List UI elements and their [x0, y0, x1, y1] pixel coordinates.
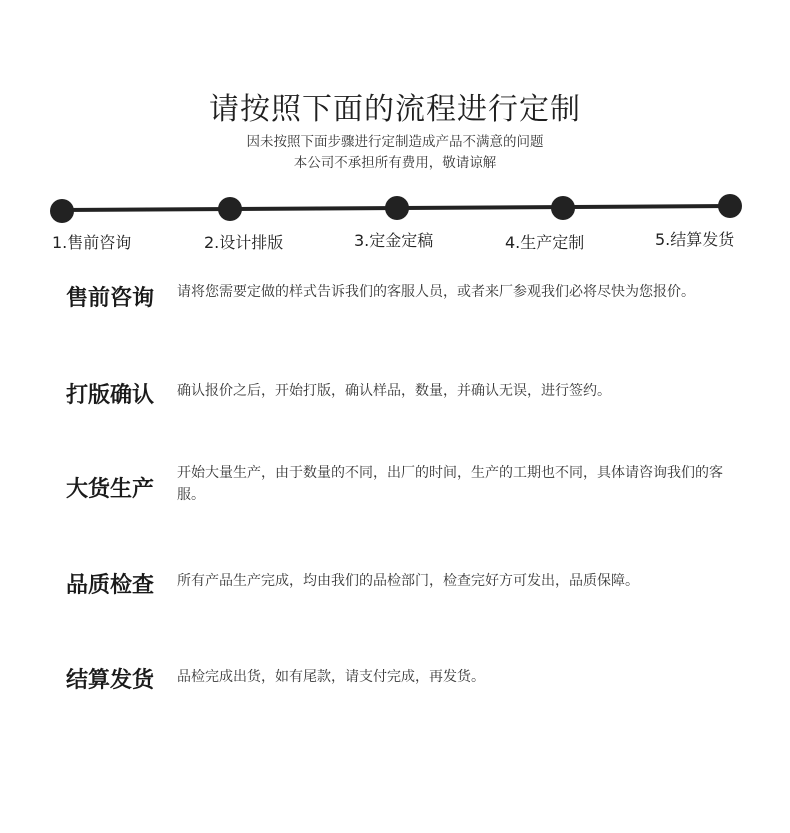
section-text: 开始大量生产，由于数量的不同，出厂的时间，生产的工期也不同，具体请咨询我们的客服。	[177, 465, 723, 503]
section-heading: 结算发货	[66, 668, 155, 693]
section-text: 确认报价之后，开始打版，确认样品，数量，并确认无误，进行签约。	[177, 383, 611, 399]
step-dot-3	[385, 196, 409, 220]
section-heading: 品质检查	[66, 573, 155, 598]
timeline-graphic	[0, 190, 790, 230]
step-dot-5	[718, 194, 742, 218]
page-title: 请按照下面的流程进行定制	[209, 92, 581, 127]
section-heading: 大货生产	[66, 477, 155, 502]
step-dot-2	[218, 197, 242, 221]
process-timeline	[0, 190, 790, 260]
step-label-1: 1.售前咨询	[52, 233, 132, 252]
step-dot-4	[551, 196, 575, 220]
subtitle-line-2: 本公司不承担所有费用，敬请谅解	[293, 155, 497, 171]
step-dot-1	[50, 199, 74, 223]
section-heading: 打版确认	[66, 383, 155, 408]
step-label-2: 2.设计排版	[204, 233, 284, 252]
step-label-5: 5.结算发货	[655, 230, 735, 249]
section-text: 品检完成出货，如有尾款，请支付完成，再发货。	[177, 669, 485, 685]
step-label-4: 4.生产定制	[505, 233, 585, 252]
section-heading: 售前咨询	[66, 286, 155, 311]
subtitle-line-1: 因未按照下面步骤进行定制造成产品不满意的问题	[246, 134, 544, 150]
step-label-3: 3.定金定稿	[354, 231, 434, 250]
section-text: 所有产品生产完成，均由我们的品检部门，检查完好方可发出，品质保障。	[177, 573, 639, 589]
section-text: 请将您需要定做的样式告诉我们的客服人员，或者来厂参观我们必将尽快为您报价。	[177, 284, 695, 300]
